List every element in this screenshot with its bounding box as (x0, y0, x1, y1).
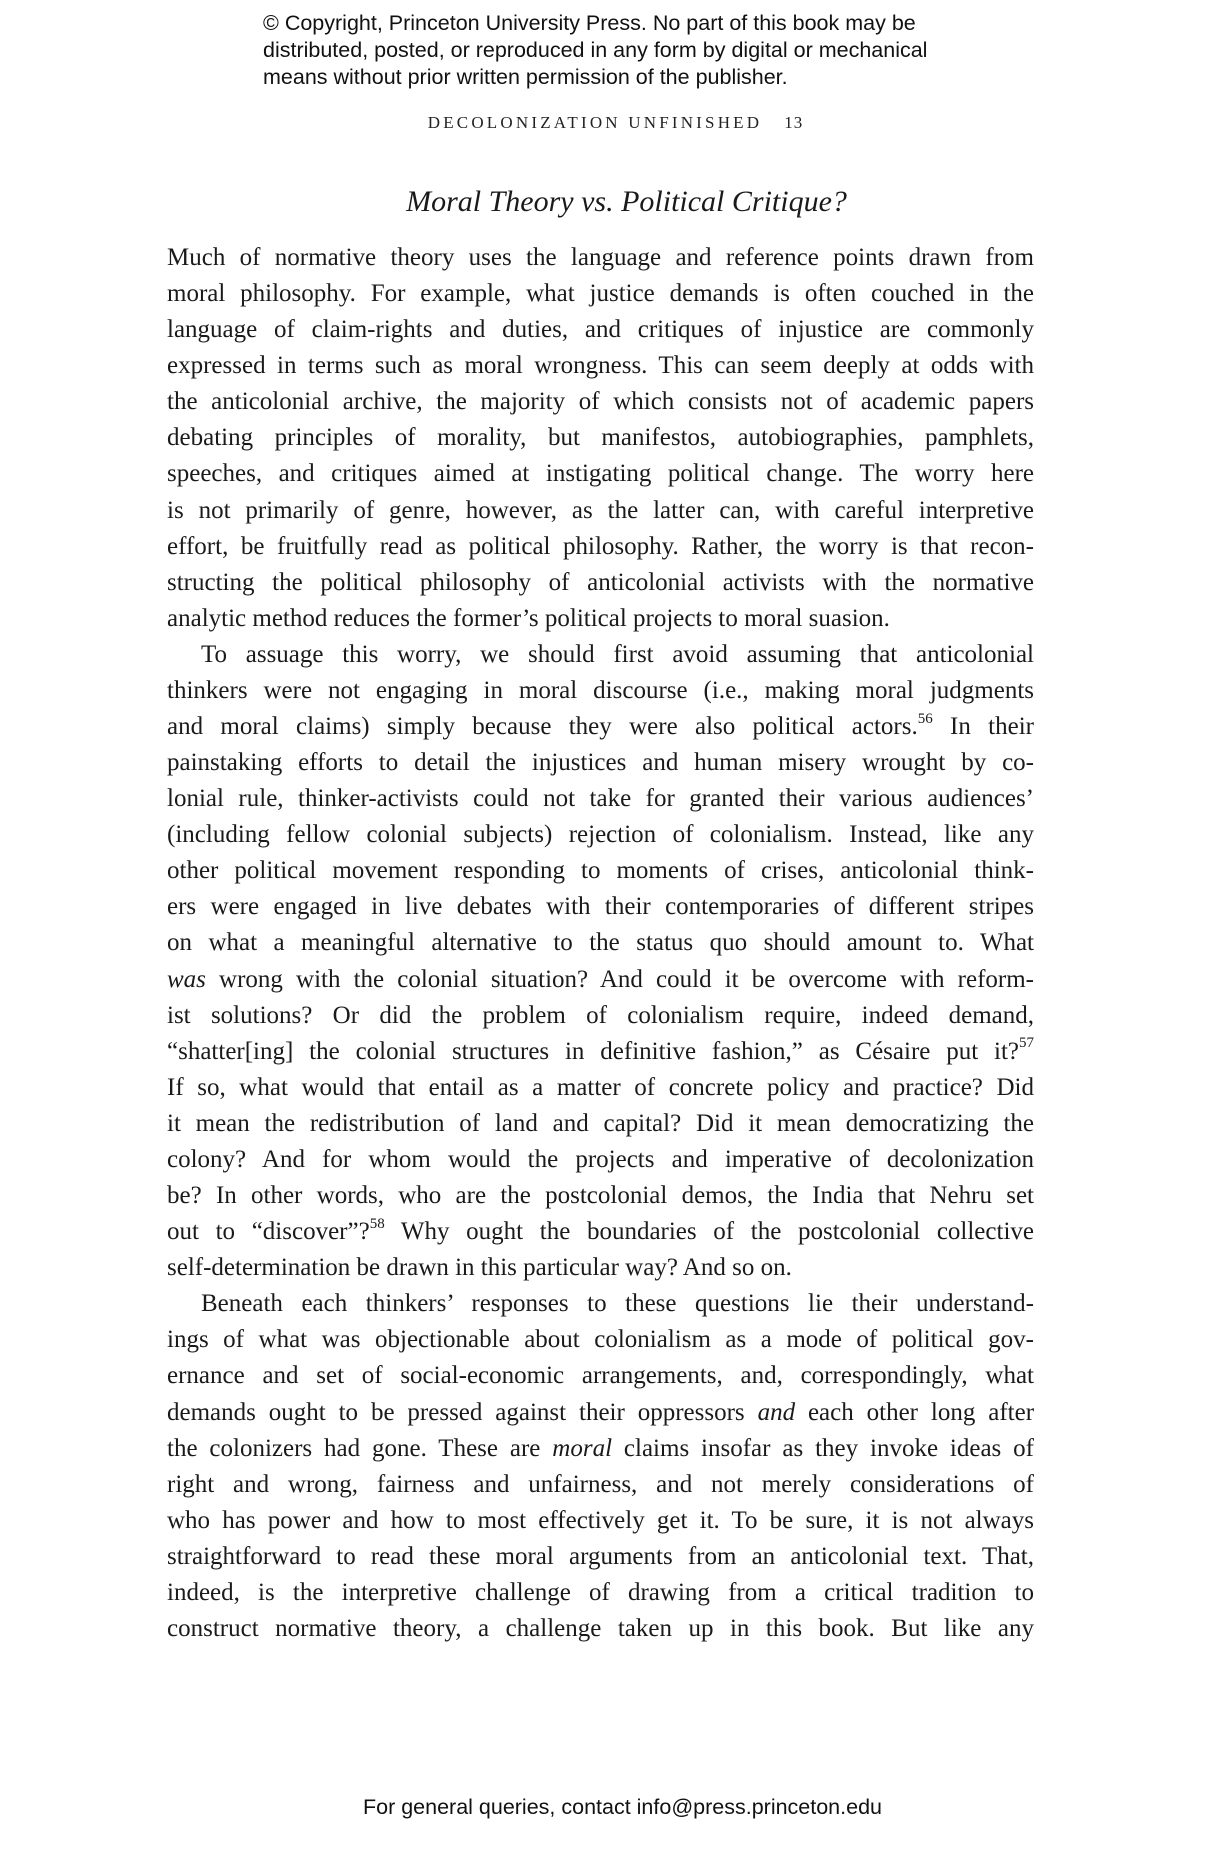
page-number: 13 (784, 113, 804, 132)
text-segment: claims insofar as they invoke ideas of (612, 1434, 1034, 1462)
text-line: To assuage this worry, we should first avoid assuming that anticolonial (201, 640, 1034, 668)
text-line: the anticolonial archive, the majority of which consists not of academic papers (167, 388, 1034, 416)
text-line: other political movement responding to moments of crises, anticolonial think- (167, 857, 1034, 885)
text-line: language of claim-rights and duties, and critiques of injustice are commonly (167, 316, 1034, 344)
text-line: colony? And for whom would the projects and imperative of decolonization (167, 1145, 1034, 1173)
text-line: thinkers were not engaging in moral discourse (i.e., making moral judgments (167, 676, 1034, 704)
text-line: expressed in terms such as moral wrongness. This can seem deeply at odds with (167, 352, 1034, 380)
text-line: lonial rule, thinker-activists could not take for granted their various audiences’ (167, 785, 1034, 813)
text-line: ernance and set of social-economic arrangements, and, correspondingly, what (167, 1362, 1034, 1390)
footnote-marker[interactable]: 57 (1019, 1035, 1034, 1052)
copyright-notice (263, 10, 983, 91)
text-segment: In their (932, 713, 1034, 741)
text-line: construct normative theory, a challenge taken up in this book. But like any (167, 1614, 1034, 1642)
section-title: Moral Theory vs. Political Critique? (406, 185, 847, 218)
text-line: Beneath each thinkers’ responses to these questions lie their understand- (201, 1290, 1034, 1318)
text-segment: wrong with the colonial situation? And could it be overcome with reform- (219, 965, 1035, 993)
text-line: If so, what would that entail as a matter of concrete policy and practice? Did (167, 1073, 1034, 1101)
text-line: (including fellow colonial subjects) rejection of colonialism. Instead, like any (167, 821, 1034, 849)
text-line: moral philosophy. For example, what justice demands is often couched in the (167, 280, 1034, 308)
text-line: painstaking efforts to detail the injustices and human misery wrought by co- (167, 749, 1034, 777)
text-line: who has power and how to most effectively get it. To be sure, it is not always (167, 1506, 1034, 1534)
text-line: be? In other words, who are the postcolonial demos, the India that Nehru set (167, 1182, 1034, 1210)
text-line: ings of what was objectionable about colonialism as a mode of political gov- (167, 1326, 1034, 1354)
text-line: indeed, is the interpretive challenge of drawing from a critical tradition to (167, 1578, 1034, 1606)
text-line (167, 709, 1034, 745)
copyright-line: distributed, posted, or reproduced in any form by digital or mechanical (263, 38, 928, 62)
text-line (167, 1034, 1034, 1070)
text-line: effort, be fruitfully read as political philosophy. Rather, the worry is that recon- (167, 532, 1034, 560)
text-segment: demands ought to be pressed against their oppressors (167, 1398, 745, 1426)
body-text (167, 240, 1034, 1647)
text-line: it mean the redistribution of land and capital? Did it mean democratizing the (167, 1109, 1034, 1137)
text-segment: and moral claims) simply because they were also political actors. (167, 713, 918, 741)
text-line: on what a meaningful alternative to the status quo should amount to. What (167, 929, 1034, 957)
text-line (167, 1214, 1034, 1250)
copyright-line: © Copyright, Princeton University Press. No part of this book may be (263, 11, 916, 35)
text-segment: “shatter[ing] the colonial structures in definitive fashion,” as Césaire put it? (167, 1037, 1019, 1065)
footnote-marker[interactable]: 58 (369, 1215, 385, 1232)
text-line (167, 1431, 1034, 1467)
text-line: ist solutions? Or did the problem of colonialism require, indeed demand, (167, 1001, 1034, 1029)
running-head-title: DECOLONIZATION UNFINISHED (427, 113, 763, 132)
text-segment: Why ought the boundaries of the postcolonial collective (384, 1218, 1034, 1246)
running-head (0, 113, 1225, 133)
italic-word: moral (552, 1434, 613, 1462)
text-line: ers were engaged in live debates with their contemporaries of different stripes (167, 893, 1034, 921)
copyright-line: means without prior written permission of the publisher. (263, 65, 788, 89)
text-line (167, 962, 1034, 998)
text-line: is not primarily of genre, however, as the latter can, with careful interpretive (167, 496, 1034, 524)
italic-word: was (167, 965, 206, 993)
text-line: self-determination be drawn in this particular way? And so on. (167, 1254, 792, 1282)
text-line (167, 1395, 1034, 1431)
text-line: Much of normative theory uses the language and reference points drawn from (167, 244, 1034, 271)
italic-word: and (757, 1398, 796, 1426)
text-line: speeches, and critiques aimed at instigating political change. The worry here (167, 460, 1034, 488)
text-line: analytic method reduces the former’s political projects to moral suasion. (167, 604, 890, 632)
text-line: debating principles of morality, but manifestos, autobiographies, pamphlets, (167, 424, 1034, 452)
text-line: structing the political philosophy of anticolonial activists with the normative (167, 568, 1034, 596)
text-segment: the colonizers had gone. These are (167, 1434, 541, 1462)
text-segment: each other long after (795, 1398, 1035, 1426)
text-line: right and wrong, fairness and unfairness, and not merely considerations of (167, 1470, 1034, 1498)
text-line: straightforward to read these moral arguments from an anticolonial text. That, (167, 1542, 1034, 1570)
text-segment: out to “discover”? (167, 1218, 370, 1246)
footnote-marker[interactable]: 56 (917, 710, 933, 727)
footer-contact: For general queries, contact info@press.princeton.edu (362, 1795, 882, 1819)
